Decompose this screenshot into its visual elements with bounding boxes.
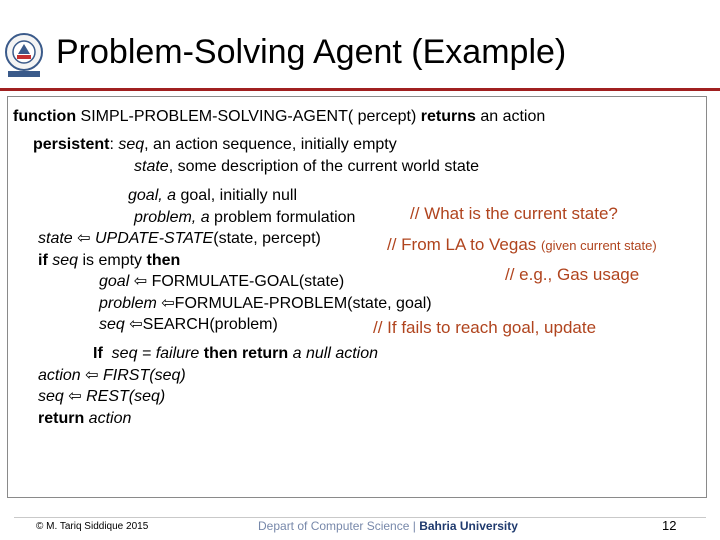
page-number: 12 bbox=[662, 518, 677, 533]
bahria-university-logo bbox=[2, 30, 46, 80]
code-line-formulate-problem: problem ⇦FORMULAE-PROBLEM(state, goal) bbox=[99, 295, 432, 312]
title-divider bbox=[0, 88, 720, 91]
code-line-first: action ⇦ FIRST(seq) bbox=[38, 367, 186, 384]
code-line-rest: seq ⇦ REST(seq) bbox=[38, 388, 166, 405]
left-arrow-icon: ⇦ bbox=[68, 388, 82, 405]
comment-search-fails: // If fails to reach goal, update bbox=[373, 318, 597, 337]
code-line-if-failure: If seq = failure then return a null action bbox=[93, 345, 379, 362]
left-arrow-icon: ⇦ bbox=[129, 316, 143, 333]
code-line-search: seq ⇦SEARCH(problem) bbox=[99, 316, 278, 333]
code-line-function: function SIMPL-PROBLEM-SOLVING-AGENT( percept) returns an action bbox=[13, 108, 546, 125]
code-line-problem-decl: problem, a problem formulation bbox=[134, 209, 356, 226]
comment-gas-usage: // e.g., Gas usage bbox=[505, 265, 640, 284]
slide-title: Problem-Solving Agent (Example) bbox=[56, 33, 567, 71]
left-arrow-icon: ⇦ bbox=[77, 230, 91, 247]
left-arrow-icon: ⇦ bbox=[161, 295, 175, 312]
footer-copyright: © M. Tariq Siddique 2015 bbox=[36, 521, 149, 532]
left-arrow-icon: ⇦ bbox=[85, 367, 99, 384]
footer-department: Depart of Computer Science | Bahria University bbox=[258, 519, 518, 533]
code-line-if-empty: if seq is empty then bbox=[38, 252, 181, 269]
code-line-return: return action bbox=[38, 410, 132, 427]
comment-la-to-vegas: // From LA to Vegas (given current state) bbox=[387, 235, 657, 254]
code-line-update-state: state ⇦ UPDATE-STATE(state, percept) bbox=[38, 230, 321, 247]
code-line-state-decl: state, some description of the current world state bbox=[134, 158, 480, 175]
left-arrow-icon: ⇦ bbox=[133, 273, 148, 290]
code-line-goal-decl: goal, a goal, initially null bbox=[128, 187, 297, 204]
code-line-formulate-goal: goal ⇦ FORMULATE-GOAL(state) bbox=[99, 273, 345, 290]
code-line-persistent: persistent: seq, an action sequence, initially empty bbox=[33, 136, 397, 153]
comment-current-state: // What is the current state? bbox=[410, 204, 618, 223]
